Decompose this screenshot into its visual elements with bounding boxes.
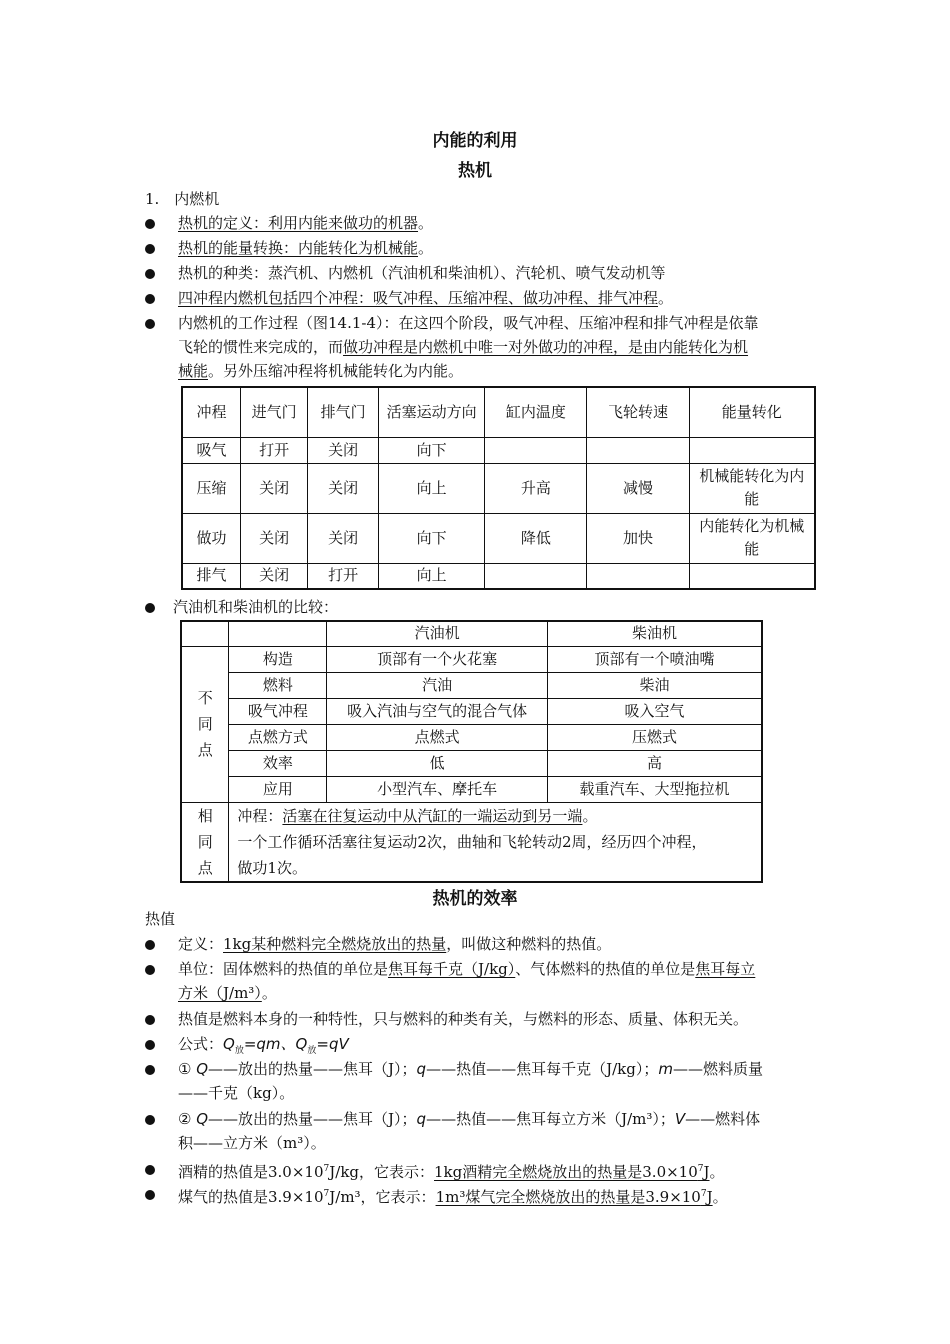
- table-cell: 关闭: [308, 437, 379, 463]
- table-cell: 吸气: [182, 437, 240, 463]
- bullet-dot-icon: [145, 965, 155, 975]
- table-cell: 燃料: [229, 672, 327, 698]
- numbered-item-internal-combustion: 1. 内燃机: [145, 190, 220, 208]
- table-cell: 打开: [308, 563, 379, 589]
- table-cell: 顶部有一个喷油嘴: [548, 646, 762, 672]
- table-cell: [689, 563, 815, 589]
- subheading-heat-value: 热值: [145, 910, 176, 928]
- table-cell: 小型汽车、摩托车: [327, 776, 548, 802]
- bullet-dot-icon: [145, 1115, 155, 1125]
- section-heading-efficiency: 热机的效率: [432, 889, 518, 909]
- table-header: 能量转化: [689, 387, 815, 437]
- bullet-dot-icon: [145, 1065, 155, 1075]
- engine-comparison-table: [180, 620, 763, 883]
- table-cell: 内能转化为机械能: [689, 513, 815, 563]
- table-header: 排气门: [308, 387, 379, 437]
- table-cell: 柴油: [548, 672, 762, 698]
- table-cell: 高: [548, 750, 762, 776]
- table-header: 汽油机: [327, 621, 548, 646]
- section-heading-heat-engine: 热机: [458, 161, 492, 181]
- bullet-dot-icon: [145, 1165, 155, 1175]
- table-cell: 升高: [485, 463, 587, 513]
- table-cell: 效率: [229, 750, 327, 776]
- bullet-dot-icon: [145, 603, 155, 613]
- table-cell: 关闭: [240, 563, 307, 589]
- bullet-dot-icon: [145, 319, 155, 329]
- table-row: [181, 646, 762, 672]
- table-row: [181, 750, 762, 776]
- table-cell: 点燃式: [327, 724, 548, 750]
- table-cell: 机械能转化为内能: [689, 463, 815, 513]
- table-row: [181, 802, 762, 882]
- table-cell: 排气: [182, 563, 240, 589]
- table-cell: [587, 563, 689, 589]
- table-cell: 减慢: [587, 463, 689, 513]
- table-header: 缸内温度: [485, 387, 587, 437]
- table-cell: [229, 621, 327, 646]
- bullet-dot-icon: [145, 219, 155, 229]
- table-row: [181, 672, 762, 698]
- table-row: [182, 437, 815, 463]
- table-cell: 关闭: [240, 463, 307, 513]
- table-row: [181, 724, 762, 750]
- document-page: 内能的利用 热机 1. 内燃机 热机的定义：利用内能来做功的机器。 热机的能量转换：内能转化为机械能。 热机的种类：蒸汽机、内燃机（汽油机和柴油机）、汽轮机、喷气发动机等 四冲程内燃机包括四个冲程：吸气冲程、压缩冲程、做功冲程、排气冲程。 内燃机的工作过程（图14.1-4）：在这四个阶段，吸气冲程、压缩冲程和排气冲程是依靠 飞轮的惯性来完成的，而做功冲程是内燃机中唯一对外做功的冲程，是由内能转化为机 械能。另外压缩冲程将机械能转化为内能。 冲程 进气门 排气门 活塞运动方向 缸内温度 飞轮转速 能量转化 吸气 打开 关闭 向下 压缩 关闭 关闭 向上 升高 减慢 机械能转化为内能 做功 关闭 关闭 向下 降低 加快 内能转化为机械能 排气 关闭 打开 向上 汽油机和柴油机的比较： 汽油机 柴油机 不同点 构造 顶部有一个火花塞 顶部有一个喷油嘴 燃料 汽油 柴油 吸气冲程 吸入汽油与空气的混合气体 吸入空气 点燃方式 点燃式 压燃式 效率 低 高 应用 小型汽车、摩托车 载重汽车、大型拖拉机 相同点 冲程：活塞在往复运动中从汽缸的一端运动到另一端。 一个工作循环活塞往复运动2次，曲轴和飞轮转动2周，经历四个冲程， 做功1次。 热机的效率 热值 定义：1kg某种燃料完全燃烧放出的热量，叫做这种燃料的热值。 单位：固体燃料的热值的单位是焦耳每千克（J/kg）、气体燃料的热值的单位是焦耳每立 方米（J/m³）。 热值是燃料本身的一种特性，只与燃料的种类有关，与燃料的形态、质量、体积无关。 公式：$Q_放=qm$、$Q_放=qV$ ① Q——放出的热量——焦耳（J）；q——热值——焦耳每千克（J/kg）；m——燃料质量 ——千克（kg）。 ② Q——放出的热量——焦耳（J）；q——热值——焦耳每立方米（J/m³）；V——燃料体 积——立方米（m³）。 酒精的热值是$3.0\times 10^7J/kg$，它表示：1kg酒精完全燃烧放出的热量是$3.0\times 10^7J$。 煤气的热值是$3.9\times 10^7J/m^3$，它表示：1m³煤气完全燃烧放出的热量是$3.9\times 10^7J$。: [0, 0, 950, 1344]
- table-cell: 低: [327, 750, 548, 776]
- bullet-dot-icon: [145, 244, 155, 254]
- table-row: [182, 463, 815, 513]
- table-row: [181, 776, 762, 802]
- table-cell: 关闭: [308, 463, 379, 513]
- table-cell: [485, 437, 587, 463]
- table-cell: 加快: [587, 513, 689, 563]
- table-cell: 吸入空气: [548, 698, 762, 724]
- table-cell: [689, 437, 815, 463]
- table-cell: 顶部有一个火花塞: [327, 646, 548, 672]
- table-cell: 构造: [229, 646, 327, 672]
- table-header: 活塞运动方向: [378, 387, 484, 437]
- table-cell: 压燃式: [548, 724, 762, 750]
- table-header: 柴油机: [548, 621, 762, 646]
- table-row: [182, 513, 815, 563]
- table-cell: 向上: [378, 463, 484, 513]
- table-row: [182, 563, 815, 589]
- table-header: 冲程: [182, 387, 240, 437]
- table-cell: 向下: [378, 513, 484, 563]
- table-cell: 向上: [378, 563, 484, 589]
- table-header: 进气门: [240, 387, 307, 437]
- bullet-dot-icon: [145, 1190, 155, 1200]
- table-cell: [587, 437, 689, 463]
- table-cell: 关闭: [308, 513, 379, 563]
- stroke-table: [181, 386, 816, 590]
- table-cell: 吸入汽油与空气的混合气体: [327, 698, 548, 724]
- same-label: 相同点: [181, 802, 229, 882]
- table-cell: [485, 563, 587, 589]
- table-cell: 降低: [485, 513, 587, 563]
- table-row: [181, 698, 762, 724]
- table-cell: 打开: [240, 437, 307, 463]
- table-cell: 关闭: [240, 513, 307, 563]
- table-cell: 压缩: [182, 463, 240, 513]
- bullet-dot-icon: [145, 1040, 155, 1050]
- page-title: 内能的利用: [432, 131, 518, 151]
- table-cell: 汽油: [327, 672, 548, 698]
- table-cell: 向下: [378, 437, 484, 463]
- bullet-dot-icon: [145, 1015, 155, 1025]
- table-cell: 点燃方式: [229, 724, 327, 750]
- bullet-dot-icon: [145, 269, 155, 279]
- bullet-dot-icon: [145, 294, 155, 304]
- bullet-dot-icon: [145, 940, 155, 950]
- table-header: 飞轮转速: [587, 387, 689, 437]
- diff-label: 不同点: [181, 646, 229, 802]
- table-cell: 应用: [229, 776, 327, 802]
- table-cell: 做功: [182, 513, 240, 563]
- table-cell: 载重汽车、大型拖拉机: [548, 776, 762, 802]
- same-points: 冲程：活塞在往复运动中从汽缸的一端运动到另一端。 一个工作循环活塞往复运动2次，曲轴和飞轮转动2周，经历四个冲程， 做功1次。: [229, 802, 762, 882]
- table-cell: 吸气冲程: [229, 698, 327, 724]
- table-cell: [181, 621, 229, 646]
